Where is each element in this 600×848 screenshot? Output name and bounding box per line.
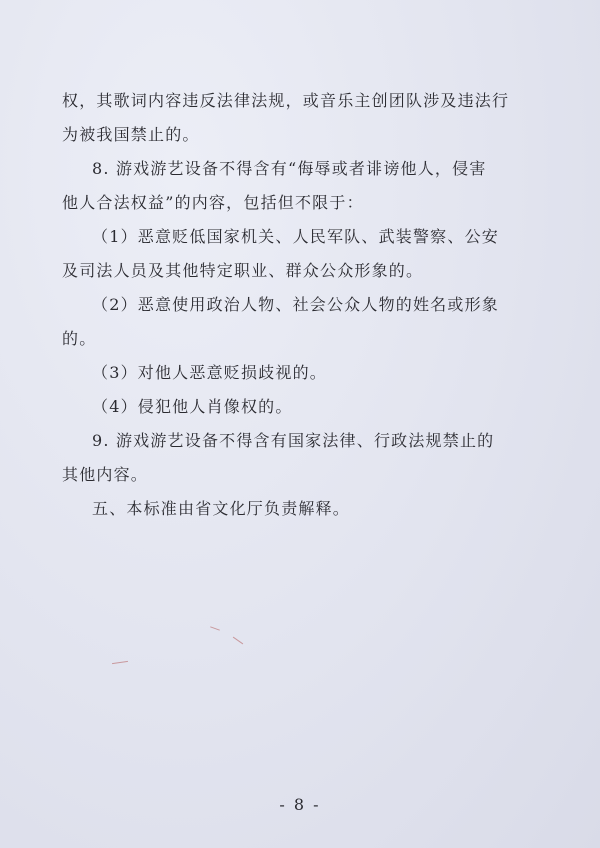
text-line: （2）恶意使用政治人物、社会公众人物的姓名或形象 [92, 295, 499, 314]
text-line: 9. 游戏游艺设备不得含有国家法律、行政法规禁止的 [92, 431, 495, 450]
text-line: 五、本标准由省文化厅负责解释。 [92, 499, 351, 518]
text-line: （3）对他人恶意贬损歧视的。 [92, 363, 327, 382]
text-line: 其他内容。 [62, 465, 149, 484]
text-line: 权，其歌词内容违反法律法规，或音乐主创团队涉及违法行 [62, 91, 510, 110]
stamp-residue-mark [233, 637, 243, 645]
text-line: 的。 [62, 329, 97, 348]
text-line: 及司法人员及其他特定职业、群众公众形象的。 [62, 261, 424, 280]
text-line: 8. 游戏游艺设备不得含有“侮辱或者诽谤他人，侵害 [92, 159, 487, 178]
text-line: 他人合法权益”的内容，包括但不限于： [62, 193, 364, 212]
text-line: （1）恶意贬低国家机关、人民军队、武装警察、公安 [92, 227, 499, 246]
text-line: 为被我国禁止的。 [62, 125, 200, 144]
text-line: （4）侵犯他人肖像权的。 [92, 397, 293, 416]
page-number: - 8 - [279, 795, 321, 814]
stamp-residue-mark [112, 661, 128, 664]
document-body [62, 84, 538, 526]
stamp-residue-mark [210, 626, 220, 630]
